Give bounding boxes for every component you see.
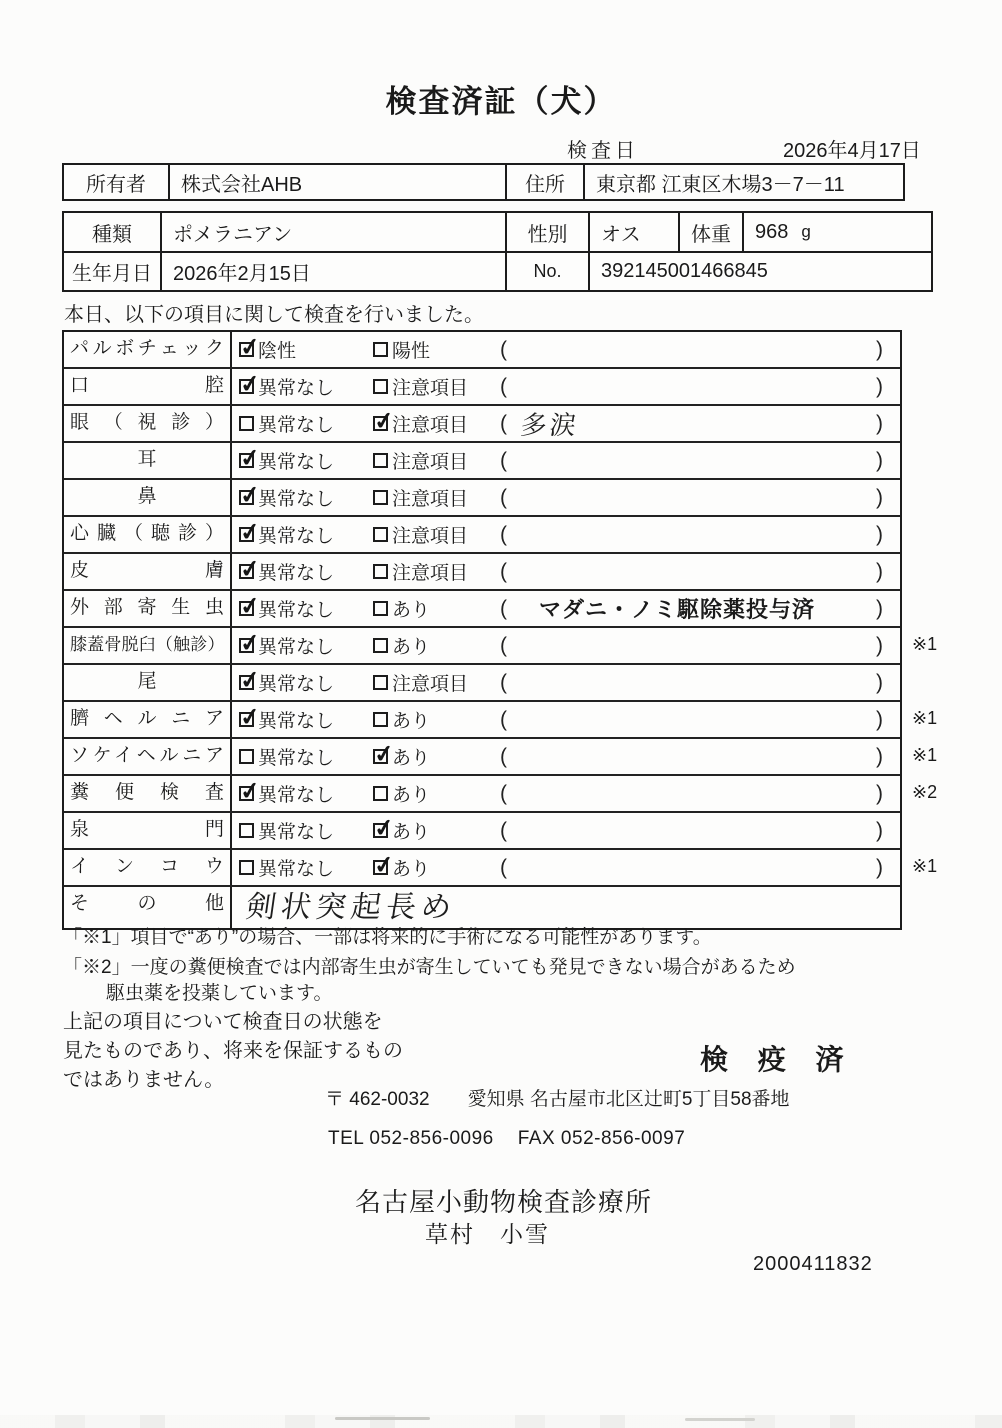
option1-label: 異常なし (258, 489, 335, 510)
intro-text: 本日、以下の項目に関して検査を行いました。 (64, 304, 484, 326)
no-value: 392145001466845 (601, 260, 768, 282)
exam-item-content (232, 406, 900, 441)
paren-open: ( (500, 485, 507, 509)
checkbox-normal (239, 712, 254, 727)
table-row (64, 591, 900, 628)
option1-label: 異常なし (258, 822, 335, 843)
exam-item-content (232, 628, 900, 663)
postal-code: 〒 462-0032 (325, 1089, 430, 1110)
checkbox-normal (239, 416, 254, 431)
paren-close: ) (876, 337, 883, 361)
paren-close: ) (876, 522, 883, 546)
checkbox-present (373, 786, 388, 801)
paren-close: ) (876, 781, 883, 805)
footnote-mark: ※2 (912, 782, 938, 802)
paren-open: ( (500, 522, 507, 546)
sex-label: 性別 (507, 213, 590, 251)
weight-unit: g (801, 222, 811, 241)
paren-close: ) (876, 448, 883, 472)
footnote-mark: ※1 (912, 856, 938, 876)
option2-label: あり (392, 748, 431, 769)
owner-table (62, 163, 905, 201)
checkbox-present (373, 712, 388, 727)
exam-item-label: 眼（視診） (64, 406, 232, 441)
table-row (64, 813, 900, 850)
option1-label: 異常なし (258, 785, 335, 806)
option1-label: 異常なし (258, 674, 335, 695)
birth-value: 2026年2月15日 (162, 253, 507, 290)
paren-close: ) (876, 855, 883, 879)
checkbox-caution (373, 453, 388, 468)
paren-open: ( (500, 411, 507, 435)
option2-label: あり (392, 637, 431, 658)
checkbox-negative (239, 342, 254, 357)
checkbox-caution (373, 527, 388, 542)
paren-open: ( (500, 707, 507, 731)
exam-item-content (232, 443, 900, 478)
breed-value: ポメラニアン (162, 213, 507, 251)
paren-close: ) (876, 707, 883, 731)
scan-artifact (0, 1415, 1002, 1428)
paren-open: ( (500, 559, 507, 583)
scan-artifact (335, 1417, 430, 1420)
exam-item-label: その他 (64, 887, 232, 928)
checkbox-positive (373, 342, 388, 357)
checkbox-normal (239, 638, 254, 653)
inspection-date-label: 検査日 (567, 140, 639, 162)
tel-number: TEL 052-856-0096 (328, 1128, 494, 1149)
paren-open: ( (500, 448, 507, 472)
checkbox-normal (239, 823, 254, 838)
option2-label: 陽性 (392, 341, 431, 362)
exam-item-content (232, 554, 900, 589)
table-row (64, 850, 938, 887)
exam-item-label: 外部寄生虫 (64, 591, 232, 626)
option1-label: 異常なし (258, 452, 335, 473)
paren-close: ) (876, 485, 883, 509)
clinic-address-line (325, 1084, 790, 1111)
exam-item-content (232, 591, 900, 626)
clinic-name: 名古屋小動物検査診療所 (355, 1187, 653, 1217)
weight-value (744, 213, 931, 251)
option2-label: 注意項目 (392, 526, 469, 547)
checkbox-normal (239, 527, 254, 542)
footnote-1: 「※1」項目で“あり”の場合、一部は将来的に手術になる可能性があります。 (63, 927, 712, 948)
paren-close: ) (876, 818, 883, 842)
checkbox-present (373, 638, 388, 653)
animal-info-table (62, 211, 933, 292)
exam-item-content (232, 776, 900, 811)
exam-item-label: 尾 (64, 665, 232, 700)
handwritten-note: 剣状突起長め (243, 890, 459, 924)
checkbox-normal (239, 786, 254, 801)
exam-item-label: 鼻 (64, 480, 232, 515)
breed-label: 種類 (64, 213, 162, 251)
exam-item-label: 膝蓋骨脱臼（触診） (64, 628, 232, 663)
weight-label: 体重 (680, 213, 744, 251)
table-row (64, 443, 900, 480)
option1-label: 異常なし (258, 748, 335, 769)
exam-item-label: 糞便検査 (64, 776, 232, 811)
checkbox-normal (239, 564, 254, 579)
option2-label: 注意項目 (392, 489, 469, 510)
owner-label: 所有者 (64, 165, 170, 199)
paren-open: ( (500, 633, 507, 657)
fax-number: FAX 052-856-0097 (517, 1128, 686, 1149)
checkbox-normal (239, 601, 254, 616)
table-row (64, 406, 900, 443)
page-title: 検査済証（犬） (385, 84, 617, 119)
checkbox-normal (239, 749, 254, 764)
exam-item-label: 口腔 (64, 369, 232, 404)
exam-item-content (232, 702, 900, 737)
serial-number: 2000411832 (753, 1253, 873, 1275)
weight-number: 968 (755, 220, 789, 243)
option2-label: あり (392, 785, 431, 806)
sex-value: オス (590, 213, 680, 251)
option2-label: 注意項目 (392, 415, 469, 436)
exam-item-content (232, 369, 900, 404)
option1-label: 異常なし (258, 526, 335, 547)
checkbox-present (373, 749, 388, 764)
exam-item-content (232, 332, 900, 367)
exam-item-content (232, 480, 900, 515)
option1-label: 陰性 (258, 341, 297, 362)
option1-label: 異常なし (258, 859, 335, 880)
exam-item-label: 泉門 (64, 813, 232, 848)
address-value: 東京都 江東区木場3－7－11 (596, 173, 845, 196)
table-row (64, 702, 938, 739)
paren-open: ( (500, 670, 507, 694)
exam-item-content (232, 739, 900, 774)
disclaimer (63, 1008, 403, 1095)
no-label: No. (507, 253, 590, 290)
checkbox-caution (373, 490, 388, 505)
address-label: 住所 (507, 165, 585, 199)
option2-label: 注意項目 (392, 452, 469, 473)
table-row (64, 776, 938, 813)
footnote-2-continued: 駆虫薬を投薬しています。 (106, 983, 333, 1004)
examiner-name: 草村 小雪 (425, 1221, 550, 1247)
birth-label: 生年月日 (64, 253, 162, 290)
quarantine-stamp: 検 疫 済 (700, 1044, 855, 1075)
table-row (64, 480, 900, 517)
inspection-date-value: 2026年4月17日 (783, 140, 921, 162)
option2-label: あり (392, 711, 431, 732)
table-row (64, 332, 900, 369)
table-row (64, 369, 900, 406)
checkbox-caution (373, 564, 388, 579)
paren-open: ( (500, 818, 507, 842)
paren-close: ) (876, 670, 883, 694)
checkbox-normal (239, 860, 254, 875)
checkbox-normal (239, 490, 254, 505)
exam-item-content (232, 665, 900, 700)
option1-label: 異常なし (258, 563, 335, 584)
paren-close: ) (876, 744, 883, 768)
table-row (64, 554, 900, 591)
exam-item-label: インコウ (64, 850, 232, 885)
option2-label: 注意項目 (392, 378, 469, 399)
exam-item-content (232, 850, 900, 885)
option1-label: 異常なし (258, 637, 335, 658)
handwritten-note: 多涙 (518, 410, 581, 440)
option2-label: あり (392, 859, 431, 880)
footnote-2: 「※2」一度の糞便検査では内部寄生虫が寄生していても発見できない場合があるため (63, 957, 796, 978)
treatment-note: マダニ・ノミ駆除薬投与済 (539, 597, 816, 622)
paren-close: ) (876, 374, 883, 398)
option1-label: 異常なし (258, 711, 335, 732)
paren-open: ( (500, 337, 507, 361)
checkbox-normal (239, 379, 254, 394)
option2-label: あり (392, 600, 431, 621)
checkbox-normal (239, 675, 254, 690)
tel-fax-line (328, 1128, 685, 1150)
paren-open: ( (500, 374, 507, 398)
disclaimer-line: 上記の項目について検査日の状態を (63, 1011, 383, 1033)
scan-artifact (685, 1418, 755, 1421)
option1-label: 異常なし (258, 378, 335, 399)
disclaimer-line: ではありません。 (63, 1069, 225, 1091)
paren-open: ( (500, 781, 507, 805)
clinic-address: 愛知県 名古屋市北区辻町5丁目58番地 (467, 1089, 790, 1110)
checkbox-normal (239, 453, 254, 468)
checkbox-caution (373, 416, 388, 431)
table-row (64, 739, 938, 776)
table-row (64, 628, 938, 665)
paren-open: ( (500, 855, 507, 879)
exam-item-label: 耳 (64, 443, 232, 478)
option1-label: 異常なし (258, 600, 335, 621)
option1-label: 異常なし (258, 415, 335, 436)
exam-item-label: 心臓（聴診） (64, 517, 232, 552)
table-row (64, 517, 900, 554)
checkbox-caution (373, 379, 388, 394)
table-row (64, 665, 900, 702)
exam-item-label: パルボチェック (64, 332, 232, 367)
footnote-mark: ※1 (912, 745, 938, 765)
checkbox-caution (373, 675, 388, 690)
exam-item-label: 皮膚 (64, 554, 232, 589)
paren-open: ( (500, 596, 507, 620)
checkbox-present (373, 860, 388, 875)
option2-label: 注意項目 (392, 674, 469, 695)
exam-table (62, 330, 938, 930)
checkbox-present (373, 601, 388, 616)
checkbox-present (373, 823, 388, 838)
option2-label: あり (392, 822, 431, 843)
disclaimer-line: 見たものであり、将来を保証するもの (63, 1040, 403, 1062)
option2-label: 注意項目 (392, 563, 469, 584)
paren-close: ) (876, 559, 883, 583)
paren-close: ) (876, 633, 883, 657)
exam-item-label: ソケイヘルニア (64, 739, 232, 774)
owner-value: 株式会社AHB (170, 165, 507, 199)
exam-item-content (232, 517, 900, 552)
exam-item-label: 臍ヘルニア (64, 702, 232, 737)
footnote-mark: ※1 (912, 708, 938, 728)
paren-open: ( (500, 744, 507, 768)
exam-item-content (232, 813, 900, 848)
paren-close: ) (876, 596, 883, 620)
footnote-mark: ※1 (912, 634, 938, 654)
paren-close: ) (876, 411, 883, 435)
